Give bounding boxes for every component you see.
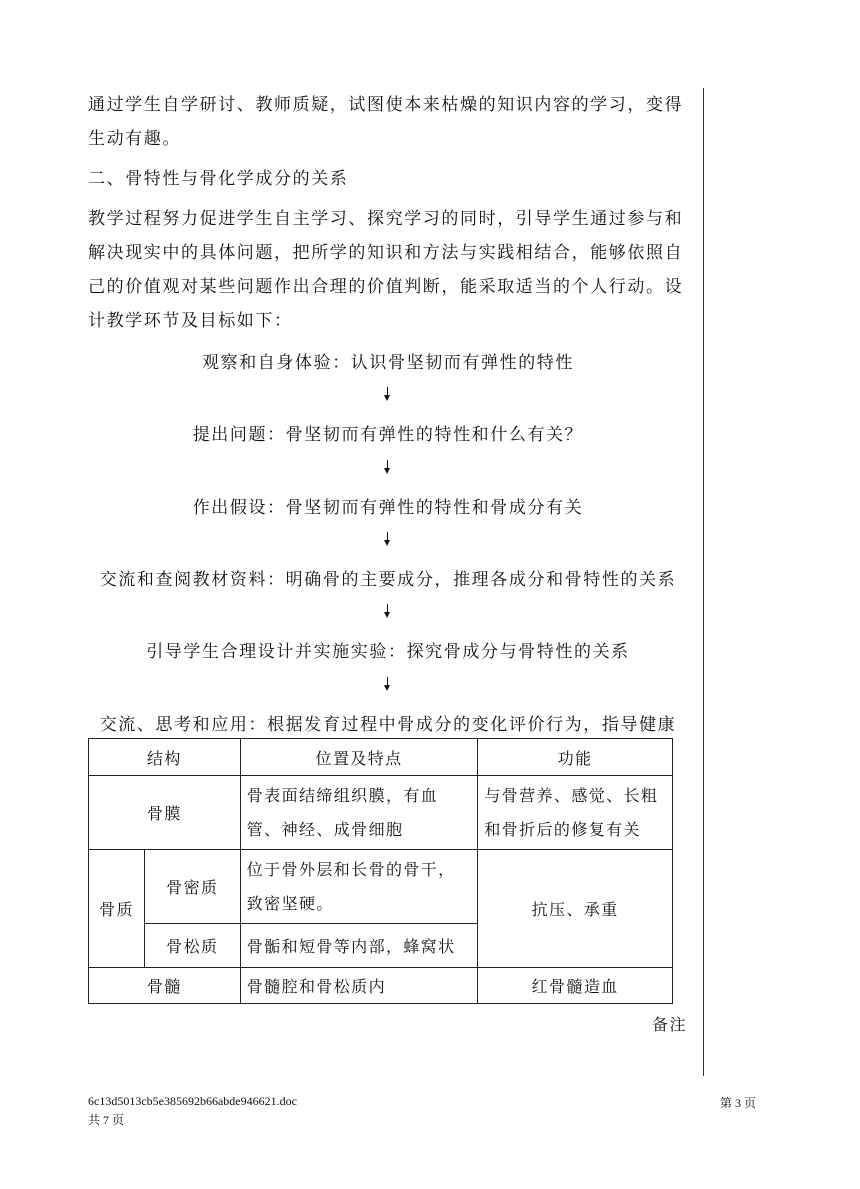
header-structure: 结构 [89, 739, 241, 776]
remarks-label: 备注 [652, 1015, 688, 1034]
flow-step-6: 交流、思考和应用：根据发育过程中骨成分的变化评价行为，指导健康 [99, 715, 677, 735]
table-row-compact-bone [89, 850, 673, 924]
spongy-bone-feature: 骨骺和短骨等内部，蜂窝状 [240, 924, 478, 968]
footer-filename: 6c13d5013cb5e385692b66abde946621.doc [88, 1094, 297, 1108]
table-row-periosteum [89, 776, 673, 850]
marrow-name: 骨髓 [89, 968, 241, 1004]
compact-bone-name: 骨密质 [144, 850, 240, 924]
footer-page-number: 第 3 页 [720, 1096, 757, 1110]
flow-step-2: 提出问题：骨坚韧而有弹性的特性和什么有关？ [192, 425, 584, 445]
periosteum-name: 骨膜 [89, 776, 241, 850]
intro-line-1: 通过学生自学研讨、教师质疑，试图使本来枯燥的知识内容的学习，变得 [88, 95, 684, 115]
table-row-marrow [89, 968, 673, 1004]
marrow-feature: 骨髓腔和骨松质内 [240, 968, 478, 1004]
periosteum-function [478, 776, 673, 850]
compact-bone-features [240, 850, 478, 924]
table-header-row [89, 739, 673, 776]
margin-rule [703, 88, 704, 1076]
bone-substance-function: 抗压、承重 [478, 850, 673, 968]
flow-step-4: 交流和查阅教材资料：明确骨的主要成分，推理各成分和骨特性的关系 [99, 570, 677, 590]
header-function: 功能 [478, 739, 673, 776]
periosteum-features [240, 776, 478, 850]
flow-step-3: 作出假设：骨坚韧而有弹性的特性和骨成分有关 [192, 498, 584, 518]
paragraph-line-3: 己的价值观对某些问题作出合理的价值判断，能采取适当的个人行动。设 [88, 277, 684, 297]
intro-line-2: 生动有趣。 [88, 129, 181, 149]
header-location-features: 位置及特点 [240, 739, 478, 776]
flow-step-1: 观察和自身体验：认识骨坚韧而有弹性的特性 [202, 353, 574, 373]
compact-bone-feature-line: 致密坚硬。 [246, 893, 334, 913]
section-heading: 二、骨特性与骨化学成分的关系 [88, 169, 349, 189]
periosteum-function-line: 与骨营养、感觉、长粗 [484, 785, 659, 805]
compact-bone-feature-line: 位于骨外层和长骨的骨干， [246, 859, 456, 879]
footer-total-pages: 共 7 页 [88, 1113, 125, 1127]
paragraph-line-4: 计教学环节及目标如下： [88, 311, 293, 331]
bone-structure-table [88, 738, 673, 1004]
bone-substance-name: 骨质 [89, 850, 145, 968]
spongy-bone-name: 骨松质 [144, 924, 240, 968]
flow-step-5: 引导学生合理设计并实施实验：探究骨成分与骨特性的关系 [146, 642, 630, 662]
periosteum-feature-line: 骨表面结缔组织膜，有血 [246, 785, 439, 805]
periosteum-function-line: 和骨折后的修复有关 [484, 819, 641, 839]
periosteum-feature-line: 管、神经、成骨细胞 [246, 819, 404, 839]
paragraph-line-1: 教学过程努力促进学生自主学习、探究学习的同时，引导学生通过参与和 [88, 209, 684, 229]
marrow-function: 红骨髓造血 [478, 968, 673, 1004]
paragraph-line-2: 解决现实中的具体问题，把所学的知识和方法与实践相结合，能够依照自 [88, 243, 684, 263]
